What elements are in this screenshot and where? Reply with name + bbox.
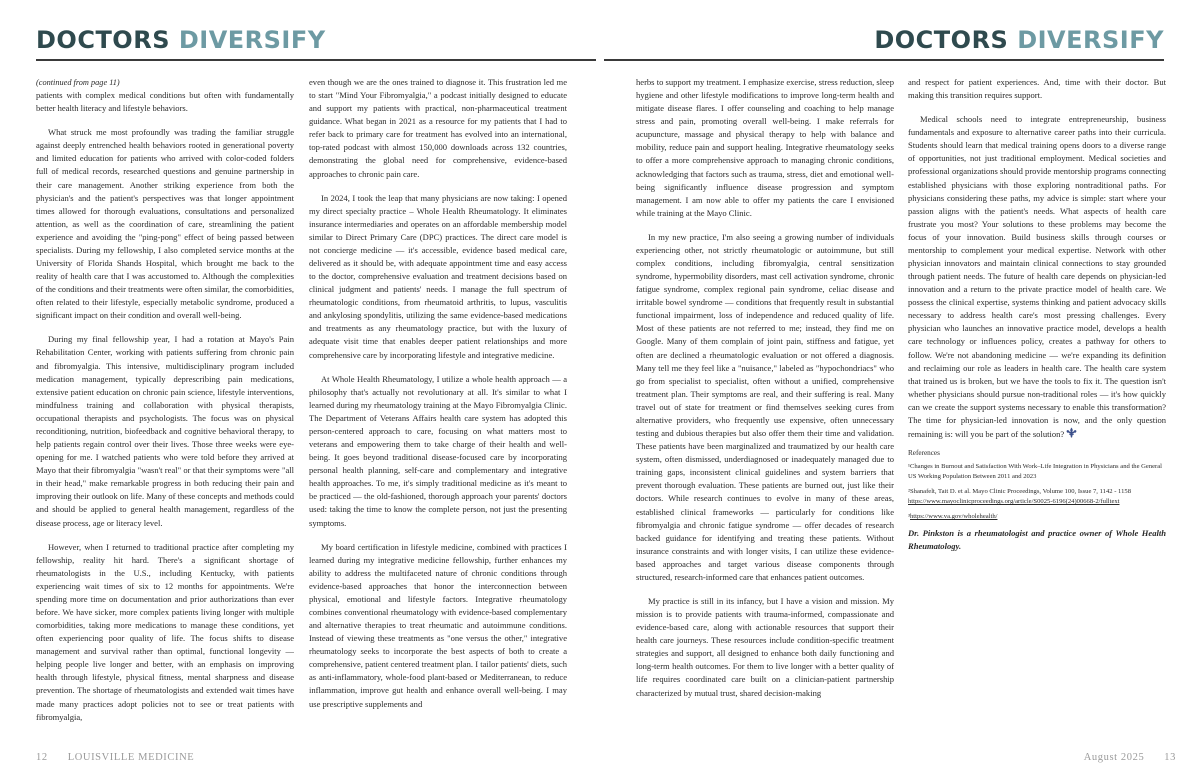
publication-name: LOUISVILLE MEDICINE xyxy=(67,752,195,763)
footer-left xyxy=(36,752,194,763)
reference-link[interactable]: https://www.mayoclinicproceedings.org/article/S0025-6196(24)00668-2/fulltext xyxy=(908,498,1120,506)
references-heading: References xyxy=(908,449,940,458)
issue-date: August 2025 xyxy=(1083,752,1145,763)
article-column-2 xyxy=(309,76,567,748)
article-column-1 xyxy=(36,76,294,748)
header-rule-right xyxy=(604,59,1164,61)
paragraph: What struck me most profoundly was trading the familiar struggle against deeply entrenched health behaviors rooted in generational poverty and limited education for patients who arrived with color-coded folders full of medical records, researched questions and genuine partnership in their care management. Another striking experience from both the physician's and the patient's perspectives was that longer appointment times allowed for thorough evaluations, consultations and personalized attention, as well as the coordination of care, streamlining the patient experience and avoiding the "ping-pong" effect of being passed between specialists. During my fellowship, I also completed service months at the University of Florida Shands Hospital, which brought me back to the reality of health care that I was accustomed to. Although the complexities of the conditions and their treatments were often similar, the comorbidities, often related to their lifestyle, especially metabolic syndrome, produced a significant impact on their condition and overall well-being. xyxy=(36,127,294,321)
reference-item xyxy=(908,487,1166,507)
reference-text: ²Shanafelt, Tait D. et al. Mayo Clinic Proceedings, Volume 100, Issue 7, 1142 - 1158 xyxy=(908,488,1131,496)
masthead-left xyxy=(36,26,326,54)
paragraph: My practice is still in its infancy, but I have a vision and mission. My mission is to provide patients with trauma-informed, compassionate and evidence-based care, along with actionable resources that support their health care journeys. These resources include condition-specific treatment strategies and support, all designed to enhance both daily functioning and long-term health outcomes. For them to live longer with a better quality of life requires coordinated care built on a clinician-patient partnership characterized by mutual trust, shared decision-making xyxy=(636,595,894,698)
paragraph-final xyxy=(908,113,1166,441)
paragraph: At Whole Health Rheumatology, I utilize a whole health approach — a philosophy that's actually not revolutionary at all. It's similar to what I learned during my rheumatology training at the Mayo Fibromyalgia Clinic. The Department of Veterans Affairs health care system has adopted this person-centered approach to care, focusing on what matters most to veterans and empowering them to take charge of their health and well-being. It goes beyond traditional disease-focused care by incorporating personal health planning, self-care and complementary and integrative health approaches. To me, it's simply traditional medicine as it's meant to be practiced — the old-fashioned, thorough approach your parents' doctors used: taking the time to know the complete person, not just the presenting symptoms. xyxy=(309,373,567,528)
paragraph: However, when I returned to traditional practice after completing my fellowship, reality hit hard. There's a significant shortage of rheumatologists in the U.S., including Kentucky, with patients experiencing wait times of six to 12 months for appointments. We're spending more time on documentation and prior authorizations than ever before. We have sicker, more complex patients living longer with multiple comorbidities, taking more medications to manage these conditions, yet often experiencing poor quality of life. The focus shifts to disease management and survival rather than optimal, functional longevity — helping people live longer and better, with an emphasis on improving health through lifestyle, physical fitness, mental sharpness and disease prevention. The shortage of rheumatologists and extended wait times have made many practices adopt policies not to see or treat patients with fibromyalgia, xyxy=(36,541,294,722)
paragraph: During my final fellowship year, I had a rotation at Mayo's Pain Rehabilitation Center, working with patients suffering from chronic pain and fibromyalgia. This intensive, multidisciplinary program included medication management, typically deprescribing pain medications, extensive patient education on chronic pain science, lifestyle interventions, mindfulness training and collaboration with physical therapists, occupational therapists and psychologists. The focus was on physical reconditioning, nutrition, biofeedback and cognitive behavioral therapy, to help patients regain control over their lives. Those three weeks were eye-opening for me. I watched patients who were told before they arrived at Mayo that their fibromyalgia "wasn't real" or that their symptoms were "all in their head," make remarkable progress in both reducing their pain and improving their outlook on life. Many of these concepts and methods could and should be applied to general health management, regardless of the disease process, age or literacy level. xyxy=(36,334,294,528)
fleur-de-lis-icon xyxy=(1066,427,1077,438)
paragraph: My board certification in lifestyle medicine, combined with practices I learned during my integrative medicine fellowship, further enhances my ability to address the multifaceted nature of chronic conditions through evidence-based approaches that honor the interconnection between physical, emotional and lifestyle factors. Integrative rheumatology combines conventional rheumatology with evidence-based complementary and alternative therapies to treat rheumatic and autoimmune conditions. Instead of viewing these treatments as "one versus the other," integrative rheumatology seeks to incorporate the best aspects of both to create a comprehensive, patient centered treatment plan. I tailor patients' diets, such as anti-inflammatory, whole-food plant-based or Mediterranean, to reduce inflammation, improve gut health and enhance overall well-being. I may use prescriptive supplements and xyxy=(309,541,567,709)
masthead-word-diversify: DIVERSIFY xyxy=(178,26,326,54)
paragraph: even though we are the ones trained to diagnose it. This frustration led me to start "Mind Your Fibromyalgia," a podcast initially designed to educate and support my patients with practical, non-pharmaceutical treatment guidance. What began in 2021 as a resource for my patients that I had to refer back to primary care for treatment has evolved into an international, top-rated podcast with almost 150,000 downloads across 132 countries, demonstrating the global need for comprehensive, evidence-based approaches to chronic pain care. xyxy=(309,77,567,179)
page-number-left: 12 xyxy=(36,752,48,763)
paragraph: In my new practice, I'm also seeing a growing number of individuals experiencing other, not strictly rheumatologic or autoimmune, but still complex conditions, including fibromyalgia, central sensitization syndrome, hypermobility disorders, mast cell activation syndrome, chronic fatigue syndrome, complex regional pain syndrome, celiac disease and irritable bowel syndrome — conditions that frequently result in substantial functional impairment, loss of independence and reduced quality of life. Most of these patients are not referred to me; instead, they find me on Google. Many of them complain of joint pain, stiffness and fatigue, yet often are declined a rheumatologic evaluation or not offered a diagnosis. Many tell me they feel like a "nuisance," labeled as "hypochondriacs" who go from specialist to specialist, often without a unified, comprehensive treatment plan. Their symptoms are real, and their suffering is real. Many travel out of state for treatment or find themselves seeking cures from alternative providers, who frequently use expensive, often unnecessary testing and dubious therapies but also offer them their time and validation. These patients have been marginalized and traumatized by our health care system, often dismissed, underdiagnosed or inadequately managed due to training gaps, inconsistent clinical guidelines and system barriers that prevent thorough evaluation. These patients are burned out, just like their doctors. While research continues to evolve in many of these areas, established clinical frameworks — particularly for conditions like fibromyalgia and chronic fatigue syndrome — offer decades of research backed guidance for identifying and treating these patients. Without insurance constraints and with longer visits, I can utilize these evidence-based approaches and target various disease components through structured, research-informed care that enhances patient outcomes. xyxy=(636,231,894,582)
paragraph: and respect for patient experiences. And, time with their doctor. But making this transition requires support. xyxy=(908,77,1166,101)
masthead-word-doctors: DOCTORS xyxy=(36,26,170,54)
reference-item xyxy=(908,512,1166,522)
paragraph-text: Medical schools need to integrate entrepreneurship, business fundamentals and exposure to alternative career paths into their curricula. Students should learn that medical training opens doors to a diverse range of opportunities, not just traditional employment. Medical societies and professional organizations should provide mentorship programs connecting established physicians with those exploring nontraditional paths. For physicians considering these paths, my advice is simple: start where your passion aligns with the patient's needs. What aspects of health care frustrate you most? Your solutions to these problems may become the focus of your innovation. Build business skills through courses or mentorship to complement your medical expertise. Network with other physician innovators and maintain clinical connections to stay grounded through patient needs. The future of health care depends on physician-led innovation and a return to the private practice model of health care. We possess the clinical expertise, systems thinking and patient advocacy skills necessary to address health care's most pressing challenges. Every physician who launches an innovative practice model, develops a health care technology or influences policy, creates a pathway for others to follow. We're not abandoning medicine — we're expanding its definition and reclaiming our role as leaders in health care. The health care system that trained us is broken, but we have the tools to fix it. The question isn't whether physicians should pursue non-traditional roles — it's how quickly can we create the support systems necessary to enable this transformation? The time for physician-led innovation is now, and the only question remaining is: will you be part of the solution? xyxy=(908,114,1166,440)
article-column-4 xyxy=(908,76,1166,748)
references xyxy=(908,448,1166,522)
masthead-word-diversify: DIVERSIFY xyxy=(1017,26,1164,54)
header-rule-left xyxy=(36,59,596,61)
reference-item: ¹Changes in Burnout and Satisfaction With Work–Life Integration in Physicians and the General US Working Population Between 2011 and 2023 xyxy=(908,463,1163,481)
reference-link[interactable]: https://www.va.gov/wholehealth/ xyxy=(909,513,998,521)
article-column-3 xyxy=(636,76,894,748)
paragraph: patients with complex medical conditions but often with fundamentally better health literacy and lifestyle behaviors. xyxy=(36,90,294,114)
reference-number: ³ xyxy=(908,513,910,521)
footer-right xyxy=(1084,752,1176,763)
masthead-right xyxy=(874,26,1164,54)
author-bio: Dr. Pinkston is a rheumatologist and practice owner of Whole Health Rheumatology. xyxy=(908,528,1166,552)
masthead-word-doctors: DOCTORS xyxy=(874,26,1009,54)
continued-note: (continued from page 11) xyxy=(36,78,120,87)
paragraph: herbs to support my treatment. I emphasize exercise, stress reduction, sleep hygiene and other lifestyle modifications to improve long-term health and mitigate disease flares. I offer counseling and coaching to help manage stress and pain, promoting overall well-being. I make referrals for acupuncture, massage and physical therapy to help with balance and mobility, reduce pain and support healing. Integrative rheumatology seeks to offer a more comprehensive approach to managing chronic conditions, acknowledging that factors such as trauma, stress, diet and emotional well-being significantly influence disease progression and symptom management. I am now able to offer my patients the care I envisioned while training at the Mayo Clinic. xyxy=(636,77,894,218)
page-number-right: 13 xyxy=(1164,752,1176,763)
paragraph: In 2024, I took the leap that many physicians are now taking: I opened my direct specialty practice – Whole Health Rheumatology. It eliminates insurance intermediaries and operates on an affordable membership model similar to Direct Primary Care (DPC) practices. The direct care model is not concierge medicine — it's accessible, evidence based medical care, delivered as it should be, with adequate appointment time and easy access to the doctor, comprehensive evaluation and treatment decisions based on clinical judgment and patients' needs. I manage the full spectrum of rheumatologic conditions, from rheumatoid arthritis, to lupus, vasculitis and ankylosing spondylitis, utilizing the same evidence-based medications and treatments as any rheumatology practice, but with the luxury of adequate visit time that enables deeper patient relationships and more comprehensive care by incorporating lifestyle and integrative medicine. xyxy=(309,192,567,360)
